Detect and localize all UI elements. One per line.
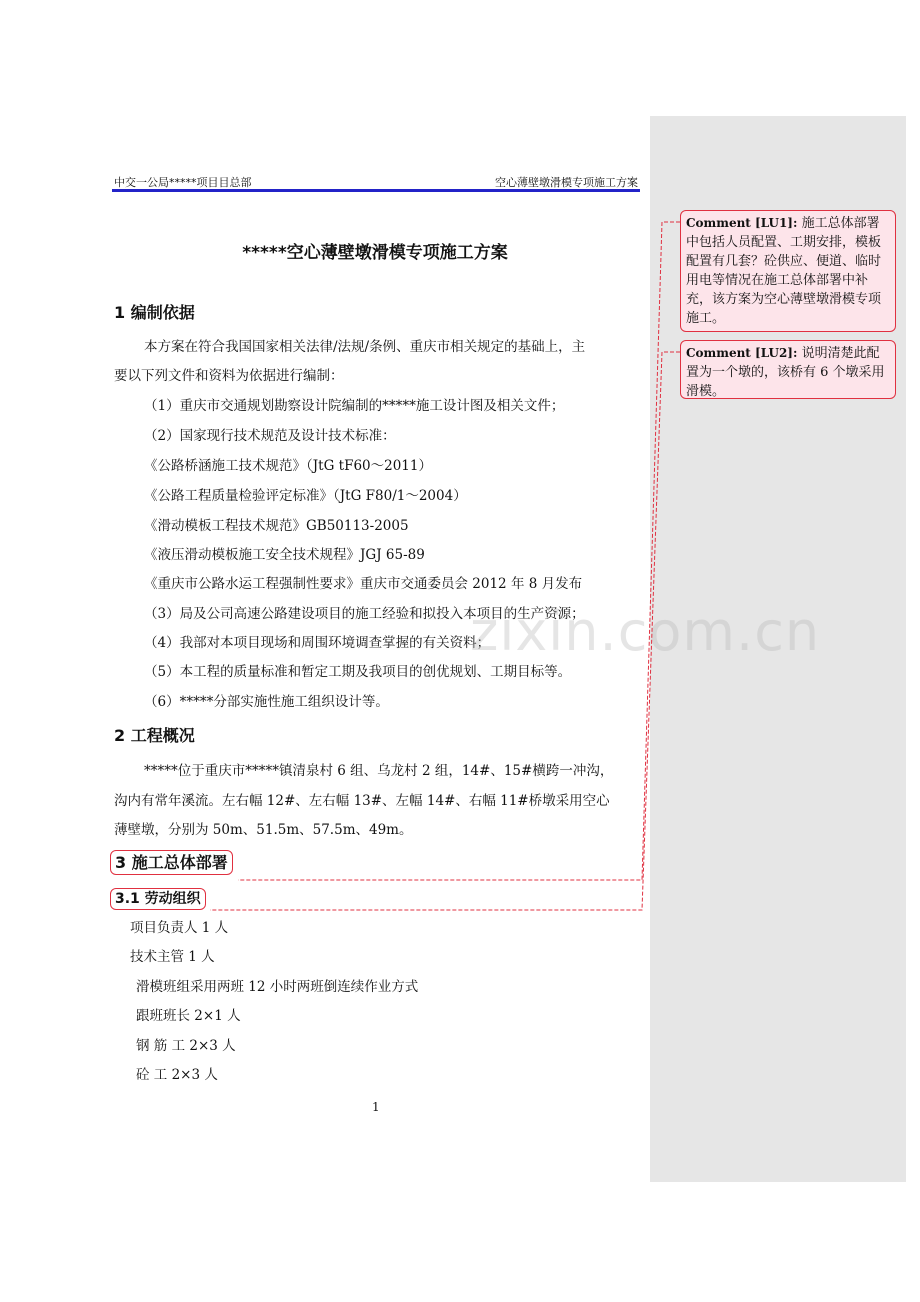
comment-anchor-lu2[interactable]: 3.1 劳动组织 (110, 888, 206, 910)
comment-lu2[interactable] (680, 340, 896, 399)
basis-item: （1）重庆市交通规划勘察设计院编制的*****施工设计图及相关文件； (144, 398, 565, 414)
overview-line: 沟内有常年溪流。左右幅 12#、左右幅 13#、左幅 14#、右幅 11#桥墩采用空心 (114, 793, 610, 809)
comment-lu1[interactable] (680, 210, 896, 332)
page-number: 1 (372, 1100, 380, 1114)
labor-line: 项目负责人 1 人 (130, 920, 229, 936)
section-1-intro-line1: 本方案在符合我国国家相关法律/法规/条例、重庆市相关规定的基础上，主 (144, 339, 586, 355)
labor-line: 跟班班长 2×1 人 (136, 1008, 241, 1024)
comment-anchor-lu1[interactable]: 3 施工总体部署 (110, 850, 233, 875)
basis-item: （2）国家现行技术规范及设计技术标准： (144, 428, 396, 444)
overview-line: *****位于重庆市*****镇清泉村 6 组、乌龙村 2 组，14#、15#横跨一冲沟， (144, 763, 614, 779)
header-left: 中交一公局*****项目目总部 (114, 176, 252, 189)
labor-line: 钢 筋 工 2×3 人 (136, 1038, 236, 1054)
comment-text: 说明清楚此配置为一个墩的，该桥有 6 个墩采用滑模。 (686, 346, 885, 399)
basis-item: （6）*****分部实施性施工组织设计等。 (144, 694, 389, 710)
basis-item: 《重庆市公路水运工程强制性要求》重庆市交通委员会 2012 年 8 月发布 (144, 576, 583, 592)
comment-tag: Comment [LU1]: (686, 216, 798, 230)
basis-item: （3）局及公司高速公路建设项目的施工经验和拟投入本项目的生产资源； (144, 606, 585, 622)
basis-item: 《公路工程质量检验评定标准》（JtG F80/1～2004） (144, 488, 467, 504)
section-2-heading: 2 工程概况 (114, 726, 195, 745)
document-title: *****空心薄壁墩滑模专项施工方案 (242, 243, 508, 263)
basis-item: （5）本工程的质量标准和暂定工期及我项目的创优规划、工期目标等。 (144, 664, 572, 680)
header-right: 空心薄壁墩滑模专项施工方案 (495, 176, 638, 189)
comment-text: 施工总体部署中包括人员配置、工期安排，模板配置有几套？砼供应、便道、临时用电等情况在施工总体部署中补充，该方案为空心薄壁墩滑模专项施工。 (686, 216, 882, 326)
basis-item: 《滑动模板工程技术规范》GB50113-2005 (144, 518, 409, 534)
section-1-intro-line2: 要以下列文件和资料为依据进行编制： (114, 368, 344, 384)
overview-line: 薄壁墩，分别为 50m、51.5m、57.5m、49m。 (114, 822, 413, 838)
labor-line: 技术主管 1 人 (130, 949, 215, 965)
labor-line: 滑模班组采用两班 12 小时两班倒连续作业方式 (136, 979, 419, 995)
comment-tag: Comment [LU2]: (686, 346, 798, 360)
watermark: zixin.com.cn (470, 600, 821, 663)
section-1-heading: 1 编制依据 (114, 303, 195, 322)
labor-line: 砼 工 2×3 人 (136, 1067, 218, 1083)
basis-item: 《液压滑动模板施工安全技术规程》JGJ 65-89 (144, 547, 425, 563)
basis-item: 《公路桥涵施工技术规范》（JtG tF60～2011） (144, 458, 432, 474)
basis-item: （4）我部对本项目现场和周围环境调查掌握的有关资料； (144, 635, 491, 651)
